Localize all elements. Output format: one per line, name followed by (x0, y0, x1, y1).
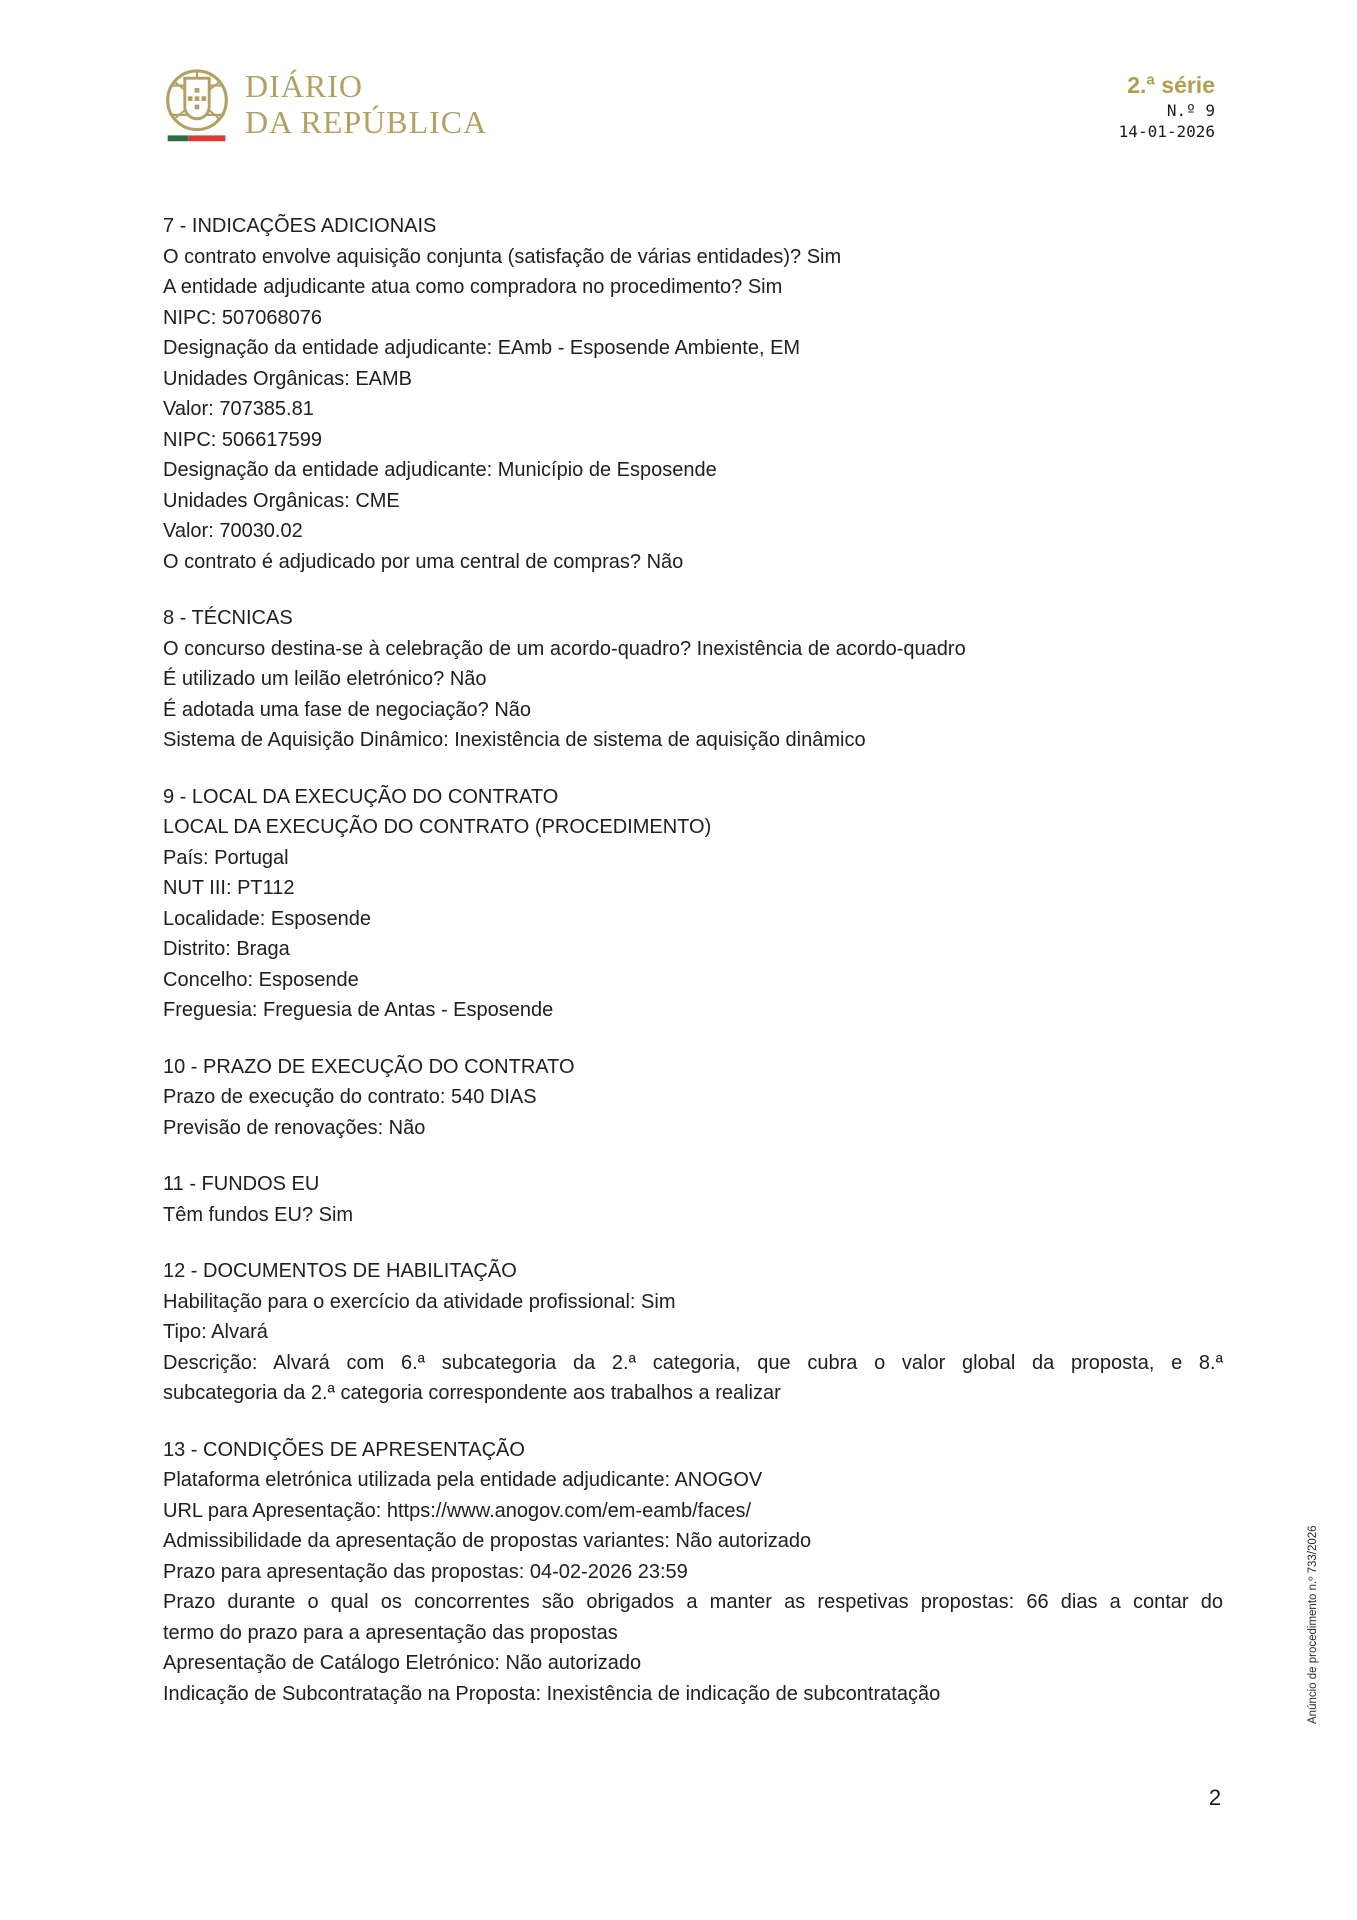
section-line: Valor: 707385.81 (163, 398, 314, 420)
section-line: Previsão de renovações: Não (163, 1116, 426, 1139)
section-heading: 11 - FUNDOS EU (163, 1173, 320, 1195)
section-line: NIPC: 506617599 (163, 428, 323, 451)
notice-section (163, 1256, 1223, 1409)
section-line: Valor: 70030.02 (163, 520, 303, 542)
section-line: NIPC: 507068076 (163, 306, 323, 329)
section-line: Prazo durante o qual os concorrentes são obrigados a manter as respetivas propostas: 66 dias a contar do (163, 1591, 1223, 1613)
section-line: NUT III: PT112 (163, 877, 295, 899)
section-line: URL para Apresentação: https://www.anogov.com/em-eamb/faces/ (163, 1499, 752, 1522)
section-line: Prazo para apresentação das propostas: 04-02-2026 23:59 (163, 1560, 688, 1583)
issue-series: 2.ª série (1127, 72, 1215, 98)
issue-info (1119, 72, 1215, 142)
section-line: Localidade: Esposende (163, 907, 371, 930)
section-line: Freguesia: Freguesia de Antas - Esposende (163, 999, 554, 1021)
section-line: Sistema de Aquisição Dinâmico: Inexistência de sistema de aquisição dinâmico (163, 729, 866, 751)
section-line: Unidades Orgânicas: CME (163, 489, 400, 512)
flag-green-bar (168, 135, 189, 141)
section-line: A entidade adjudicante atua como compradora no procedimento? Sim (163, 276, 783, 298)
section-heading: 9 - LOCAL DA EXECUÇÃO DO CONTRATO (163, 785, 559, 808)
republic-emblem-icon (163, 66, 231, 152)
section-heading: 13 - CONDIÇÕES DE APRESENTAÇÃO (163, 1438, 525, 1461)
wordmark-line-1: DIÁRIO (245, 68, 363, 104)
section-line: Prazo de execução do contrato: 540 DIAS (163, 1086, 537, 1108)
notice-section (163, 1052, 1223, 1144)
section-line: subcategoria da 2.ª categoria correspondente aos trabalhos a realizar (163, 1382, 781, 1404)
gazette-wordmark (245, 68, 487, 140)
section-line: Plataforma eletrónica utilizada pela entidade adjudicante: ANOGOV (163, 1469, 763, 1491)
section-line: É utilizado um leilão eletrónico? Não (163, 668, 487, 690)
issue-number: N.º 9 (1166, 101, 1215, 120)
section-line: O contrato é adjudicado por uma central de compras? Não (163, 550, 684, 573)
section-heading: 10 - PRAZO DE EXECUÇÃO DO CONTRATO (163, 1055, 575, 1078)
section-heading: 8 - TÉCNICAS (163, 607, 293, 629)
section-line: Designação da entidade adjudicante: EAmb - Esposende Ambiente, EM (163, 337, 801, 359)
section-line: Apresentação de Catálogo Eletrónico: Não autorizado (163, 1652, 642, 1674)
notice-section (163, 782, 1223, 1026)
section-line: Tipo: Alvará (163, 1321, 268, 1343)
notice-section (163, 603, 1223, 756)
section-line: Habilitação para o exercício da atividade profissional: Sim (163, 1290, 676, 1313)
issue-date: 14-01-2026 (1118, 122, 1215, 141)
section-line: Admissibilidade da apresentação de propostas variantes: Não autorizado (163, 1530, 812, 1552)
flag-red-bar (188, 135, 225, 141)
section-line: O contrato envolve aquisição conjunta (satisfação de várias entidades)? Sim (163, 245, 842, 268)
notice-section (163, 1435, 1223, 1710)
section-line: LOCAL DA EXECUÇÃO DO CONTRATO (PROCEDIMENTO) (163, 816, 712, 838)
section-line: Unidades Orgânicas: EAMB (163, 367, 413, 390)
section-heading: 12 - DOCUMENTOS DE HABILITAÇÃO (163, 1260, 517, 1282)
notice-section (163, 211, 1223, 577)
section-line: termo do prazo para a apresentação das propostas (163, 1621, 618, 1644)
section-line: Distrito: Braga (163, 938, 290, 960)
notice-section (163, 1169, 1223, 1230)
section-line: Concelho: Esposende (163, 968, 359, 991)
page-number: 2 (1208, 1785, 1222, 1810)
masthead (163, 66, 487, 152)
section-line: Descrição: Alvará com 6.ª subcategoria da 2.ª categoria, que cubra o valor global da proposta, e 8.ª (163, 1351, 1223, 1374)
section-line: Designação da entidade adjudicante: Município de Esposende (163, 459, 717, 481)
wordmark-line-2: DA REPÚBLICA (245, 104, 488, 140)
document-body (163, 211, 1223, 1735)
section-line: Têm fundos EU? Sim (163, 1203, 354, 1226)
section-heading: 7 - INDICAÇÕES ADICIONAIS (163, 215, 437, 237)
section-line: Indicação de Subcontratação na Proposta: Inexistência de indicação de subcontratação (163, 1682, 941, 1705)
section-line: País: Portugal (163, 846, 289, 869)
procedure-side-note: Anúncio de procedimento n.º 733/2026 (1307, 1525, 1319, 1724)
section-line: O concurso destina-se à celebração de um acordo-quadro? Inexistência de acordo-quadro (163, 637, 966, 660)
section-line: É adotada uma fase de negociação? Não (163, 698, 532, 721)
